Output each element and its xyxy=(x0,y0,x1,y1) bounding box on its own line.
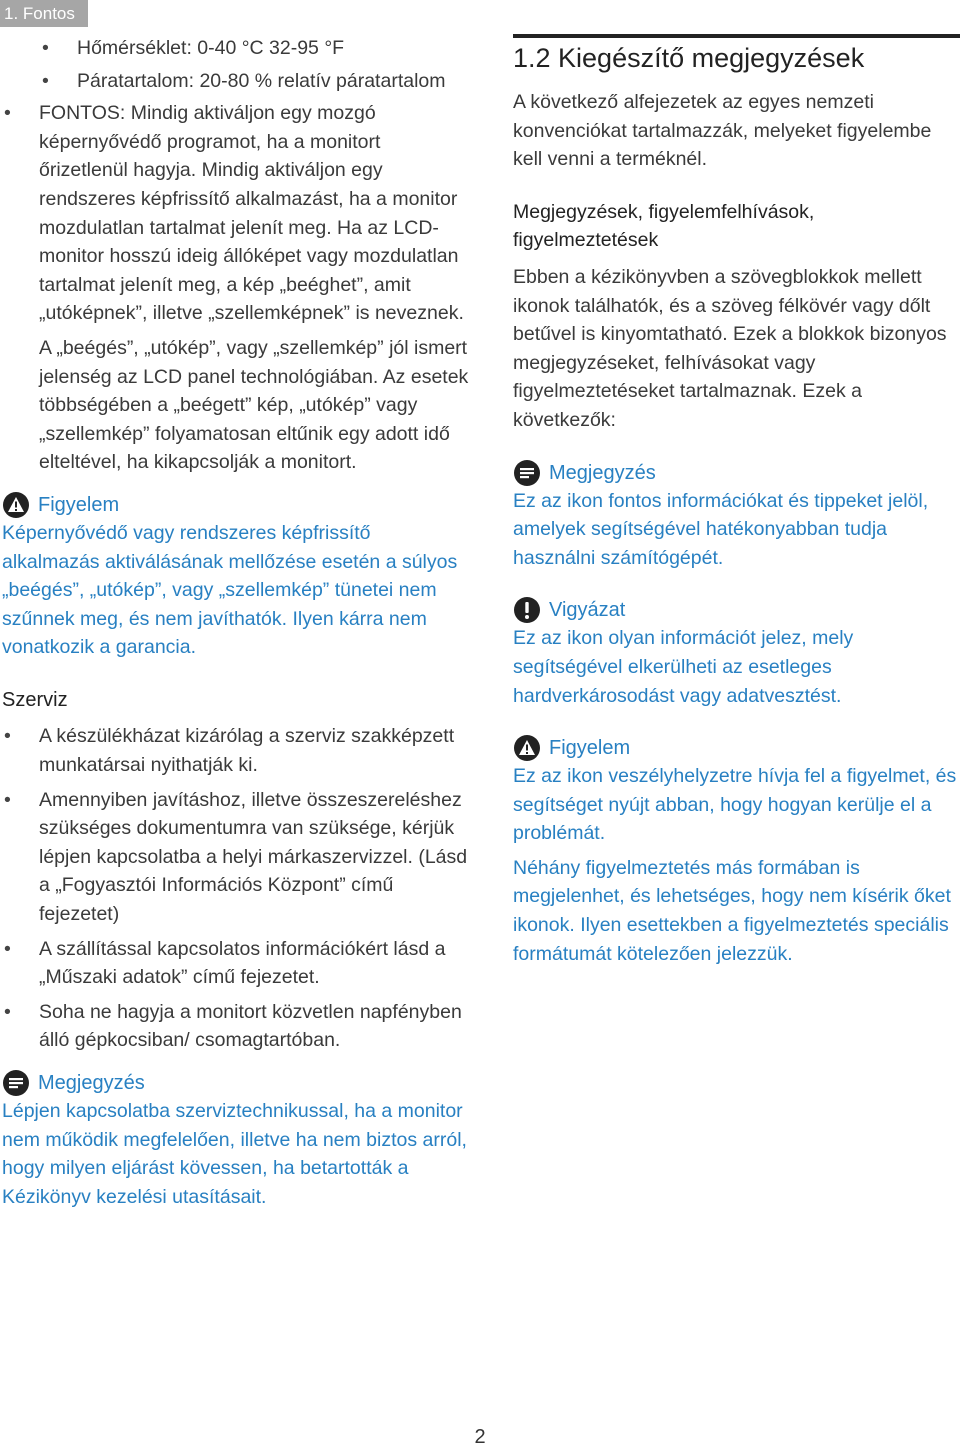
list-item: • Amennyiben javításhoz, illetve összeszereléshez szükséges dokumentumra van szüksége, kérjük lépjen kapcsolatba a helyi márkaszervizzel. (Lásd a „Fogyasztói Információs Központ” című fejezetet) xyxy=(2,786,472,929)
left-column xyxy=(2,34,472,1211)
page-number: 2 xyxy=(474,1426,486,1448)
caution-title: Vigyázat xyxy=(549,599,626,622)
warning-extra-text: Néhány figyelmeztetés más formában is megjelenhet, és lehetséges, hogy nem kísérik őket ikonok. Ilyen esettekben a figyelmeztetés speciális formátumát kötelezően jelezzük. xyxy=(513,856,951,965)
note-title: Megjegyzés xyxy=(38,1072,145,1094)
right-column xyxy=(513,34,960,968)
note-title: Megjegyzés xyxy=(549,461,656,484)
warning-heading xyxy=(513,734,960,762)
warning-heading xyxy=(2,491,472,519)
burn-in-paragraph: A „beégés”, „utókép”, vagy „szellemkép” jól ismert jelenség az LCD panel technológiában. Az esetek többségében a „beégett” kép, „utókép” vagy „szellemkép” folyamatosan eltűnik egy adott idő elteltével, ha kikapcsolják a monitort. xyxy=(39,336,469,474)
note-text: Lépjen kapcsolatba szerviztechnikussal, ha a monitor nem működik megfelelően, illetve ha nem biztos arról, hogy milyen eljárást kövessen, ha betartották a Kézikönyv kezelési utasításait. xyxy=(2,1100,467,1208)
caution-heading xyxy=(513,596,960,624)
note-text: Ez az ikon fontos információkat és tippeket jelöl, amelyek segítségével hatékonyabban tudja használni számítógépét. xyxy=(513,489,929,569)
warning-text: Ez az ikon veszélyhelyzetre hívja fel a figyelmet, és segítséget nyújt abban, hogy hogyan kerülje el a problémát. xyxy=(513,765,957,845)
service-heading: Szerviz xyxy=(2,688,68,711)
list-item: • Hőmérséklet: 0-40 °C 32-95 °F xyxy=(2,34,472,63)
notes-body: Ebben a kézikönyvben a szövegblokkok mellett ikonok találhatók, és a szöveg félkövér vagy dőlt betűvel is kinyomtatható. Ezek a blokkok bizonyos megjegyzéseket, felhívásokat vagy figyelmeztetéseket tartalmaznak. Ezek a következők: xyxy=(513,265,947,431)
section-title: 1.2 Kiegészítő megjegyzések xyxy=(513,34,960,76)
warning-triangle-icon xyxy=(2,491,30,519)
service-list xyxy=(2,722,472,1055)
environment-list xyxy=(2,34,472,95)
warning-title: Figyelem xyxy=(549,737,631,760)
note-icon xyxy=(513,459,541,487)
caution-text: Ez az ikon olyan információt jelez, mely segítségével elkerülheti az esetleges hardverkárosodást vagy adatvesztést. xyxy=(513,627,854,707)
notes-subheading: Megjegyzések, figyelemfelhívások, figyelmeztetések xyxy=(513,200,815,252)
list-item: • A készülékházat kizárólag a szerviz szakképzett munkatársai nyithatják ki. xyxy=(2,722,472,779)
list-item: • A szállítással kapcsolatos információkért lásd a „Műszaki adatok” című fejezetet. xyxy=(2,935,472,992)
warning-title: Figyelem xyxy=(38,493,120,516)
intro-paragraph: A következő alfejezetek az egyes nemzeti konvenciókat tartalmazzák, melyeket figyelembe kell venni a terméknél. xyxy=(513,91,932,171)
warning-text: Képernyővédő vagy rendszeres képfrissítő alkalmazás aktiválásának mellőzése esetén a súlyos „beégés”, „utókép”, vagy „szellemkép” tünetei nem szűnnek meg, és nem javíthatók. Ilyen kárra nem vonatkozik a garancia. xyxy=(2,521,458,659)
important-list xyxy=(2,99,472,328)
note-icon xyxy=(2,1069,30,1097)
important-paragraph: • FONTOS: Mindig aktiváljon egy mozgó képernyővédő programot, ha a monitort őrizetlenül hagyja. Mindig aktiváljon egy rendszeres képfrissítő alkalmazást, ha a monitor mozdulatlan tartalmat jelenít meg. Ha az LCD-monitor hosszú ideig állóképet vagy mozdulatlan tartalmat jelenít meg, a kép „beéghet”, amit „utóképnek”, illetve „szellemképnek” is neveznek. xyxy=(2,99,472,328)
caution-exclamation-icon xyxy=(513,596,541,624)
note-heading xyxy=(513,459,960,487)
list-item: • Páratartalom: 20-80 % relatív páratartalom xyxy=(2,67,472,96)
note-heading xyxy=(2,1069,472,1097)
list-item: • Soha ne hagyja a monitort közvetlen napfényben álló gépkocsiban/ csomagtartóban. xyxy=(2,998,472,1055)
warning-triangle-icon xyxy=(513,734,541,762)
section-tab: 1. Fontos xyxy=(0,0,88,27)
